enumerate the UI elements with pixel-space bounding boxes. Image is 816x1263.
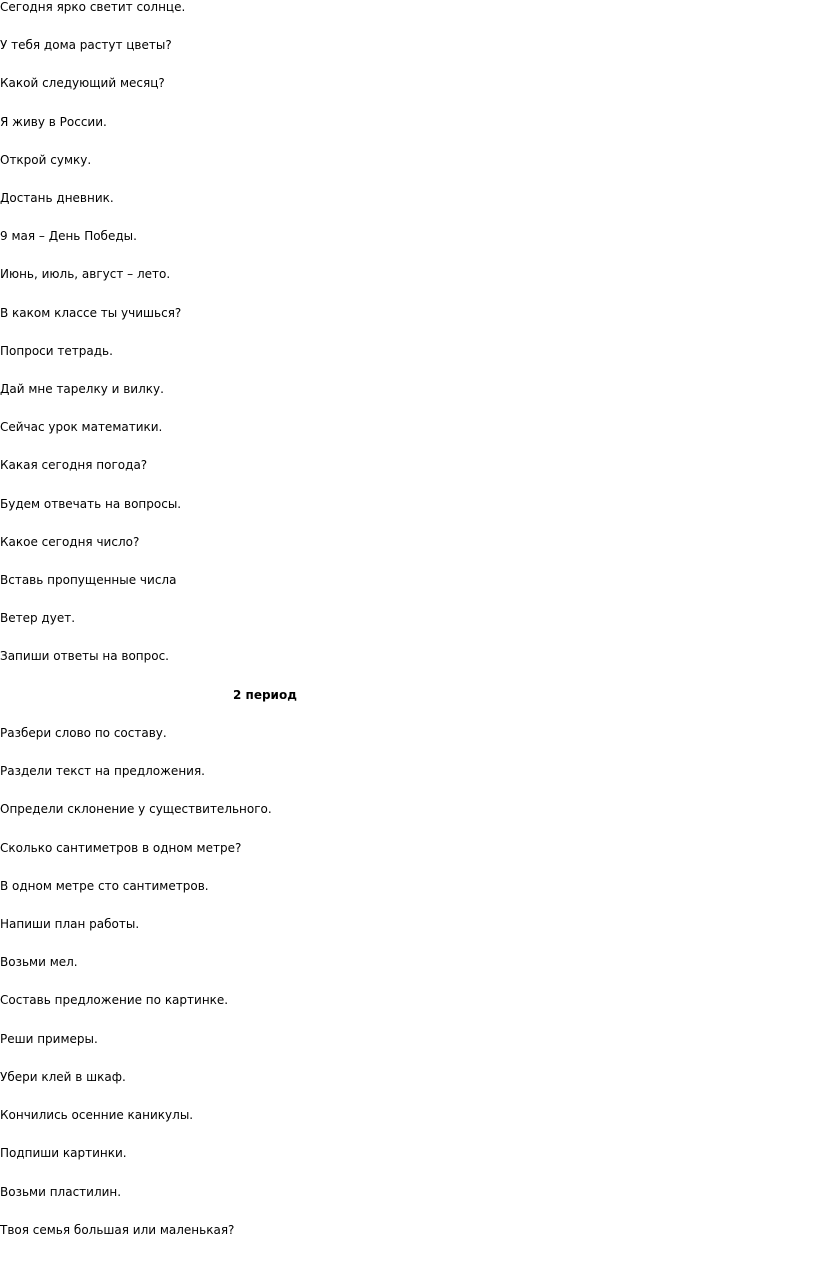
sentence-line: Ветер дует.	[0, 611, 76, 625]
sentence-line: Твоя семья большая или маленькая?	[0, 1223, 235, 1237]
sentence-line: 9 мая – День Победы.	[0, 229, 137, 243]
sentence-line: Сейчас урок математики.	[0, 420, 163, 434]
sentence-line: Реши примеры.	[0, 1032, 98, 1046]
sentence-line: Какое сегодня число?	[0, 535, 140, 549]
sentence-line: Попроси тетрадь.	[0, 344, 113, 358]
sentence-line: Я живу в России.	[0, 115, 107, 129]
sentence-line: Вставь пропущенные числа	[0, 573, 177, 587]
sentence-line: Какая сегодня погода?	[0, 458, 148, 472]
sentence-line: Сколько сантиметров в одном метре?	[0, 841, 242, 855]
sentence-line: Запиши ответы на вопрос.	[0, 649, 169, 663]
sentence-line: Составь предложение по картинке.	[0, 993, 229, 1007]
sentence-line: Подпиши картинки.	[0, 1146, 127, 1160]
sentence-line: Открой сумку.	[0, 153, 92, 167]
sentence-line: Какой следующий месяц?	[0, 76, 165, 90]
sentence-line: Будем отвечать на вопросы.	[0, 497, 182, 511]
sentence-line: Определи склонение у существительного.	[0, 802, 272, 816]
sentence-line: Сегодня ярко светит солнце.	[0, 0, 186, 14]
sentence-line: Разбери слово по составу.	[0, 726, 167, 740]
sentence-line: Дай мне тарелку и вилку.	[0, 382, 164, 396]
section-heading: 2 период	[233, 688, 297, 702]
sentence-line: Раздели текст на предложения.	[0, 764, 205, 778]
sentence-line: У тебя дома растут цветы?	[0, 38, 172, 52]
sentence-line: В каком классе ты учишься?	[0, 306, 182, 320]
sentence-line: Возьми мел.	[0, 955, 78, 969]
sentence-line: Кончились осенние каникулы.	[0, 1108, 194, 1122]
sentence-line: Убери клей в шкаф.	[0, 1070, 126, 1084]
sentence-line: Напиши план работы.	[0, 917, 140, 931]
sentence-line: Июнь, июль, август – лето.	[0, 267, 171, 281]
sentence-line: Достань дневник.	[0, 191, 114, 205]
sentence-line: Возьми пластилин.	[0, 1185, 122, 1199]
sentence-line: В одном метре сто сантиметров.	[0, 879, 209, 893]
